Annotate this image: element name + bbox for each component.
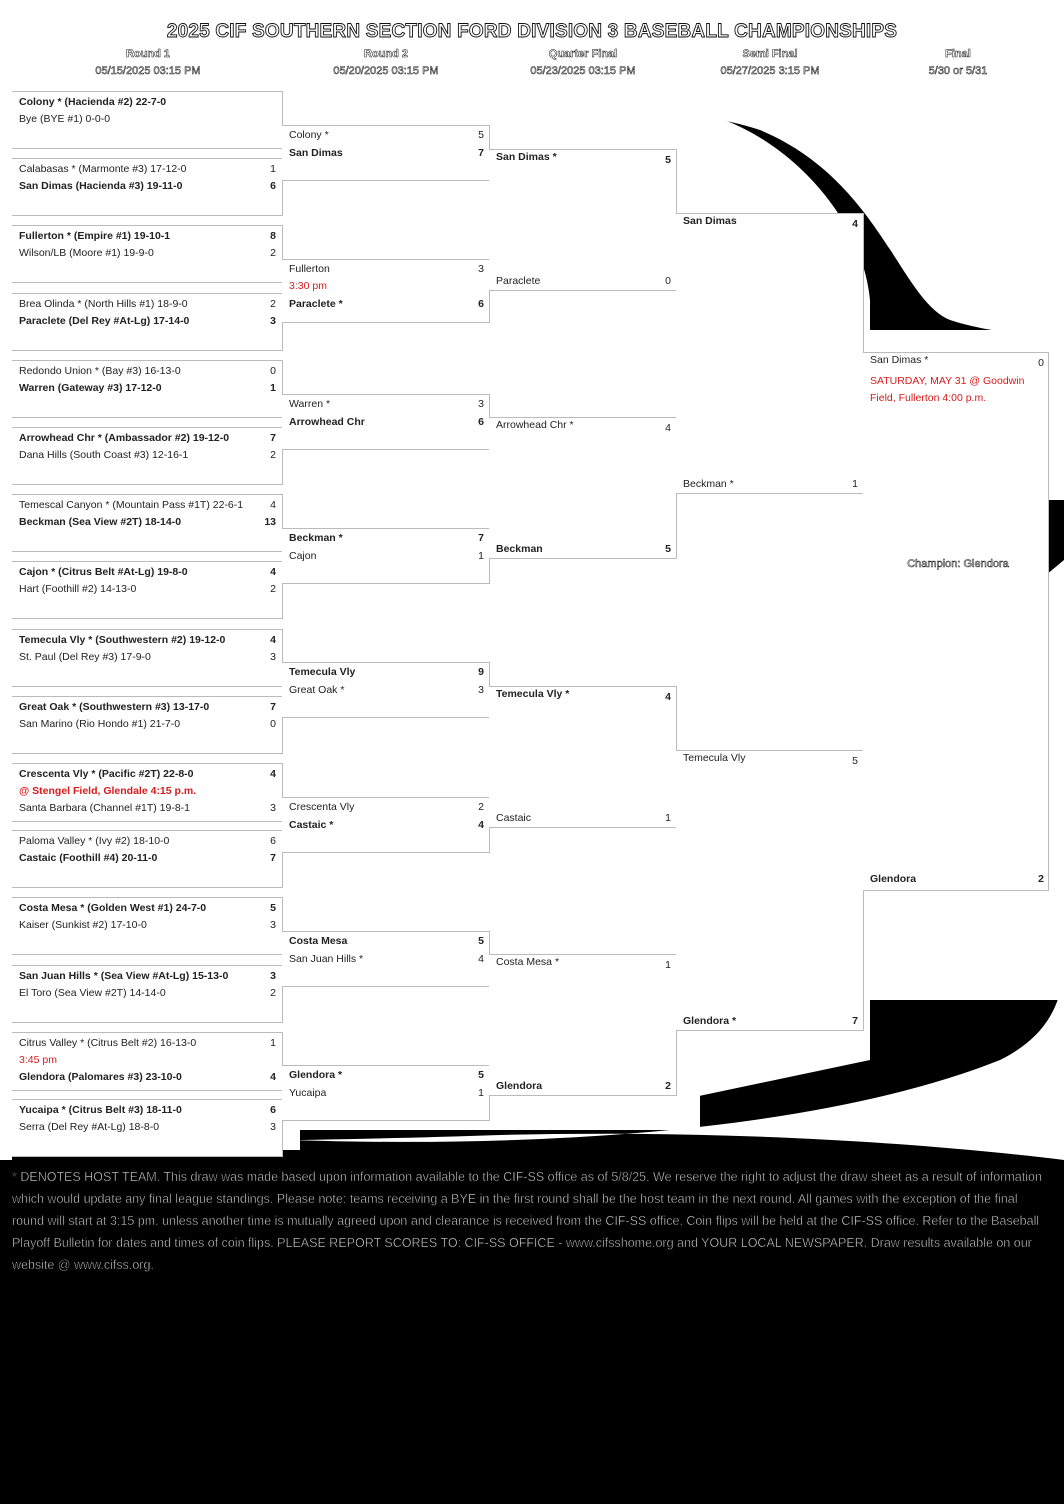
team-score: 4 (478, 952, 484, 965)
team-name: Wilson/LB (Moore #1) 19-9-0 (19, 247, 154, 260)
team-score: 0 (270, 717, 276, 730)
quarter-final-game (489, 417, 677, 559)
team-name: Bye (BYE #1) 0-0-0 (19, 113, 111, 125)
team-name: Fullerton (289, 263, 330, 276)
team-name: San Juan Hills * (289, 952, 364, 965)
team-score: 3 (478, 684, 484, 697)
team-name: San Marino (Rio Hondo #1) 21-7-0 (19, 717, 181, 730)
team-name: Colony * (289, 129, 329, 141)
team-name: Warren * (289, 397, 331, 410)
team-score: 4 (852, 218, 858, 230)
team-score: 0 (1038, 357, 1044, 369)
team-score: 1 (665, 959, 671, 971)
team-score: 5 (478, 934, 484, 947)
champion-label: Champion: Glendora (907, 558, 1009, 570)
round-name: Round 1 (126, 48, 170, 60)
round-header-2 (306, 46, 466, 80)
round-date: 05/15/2025 03:15 PM (95, 65, 201, 77)
team-name: Paraclete (496, 275, 541, 287)
team-name: Great Oak * (Southwestern #3) 13-17-0 (19, 700, 210, 713)
semi-final-game (676, 213, 864, 494)
team-score: 2 (1038, 873, 1044, 885)
final-note: Field, Fullerton 4:00 p.m. (870, 392, 987, 404)
team-score: 7 (478, 147, 484, 159)
team-name: Temecula Vly (683, 752, 746, 764)
team-score: 1 (478, 1087, 484, 1100)
team-name: Brea Olinda * (North Hills #1) 18-9-0 (19, 297, 188, 310)
team-name: Arrowhead Chr * (496, 419, 574, 431)
team-score: 3 (270, 314, 276, 327)
team-name: Beckman (Sea View #2T) 18-14-0 (19, 516, 182, 529)
team-score: 4 (665, 691, 671, 703)
team-name: San Dimas * (496, 151, 557, 163)
team-name: Glendora * (683, 1015, 737, 1027)
team-name: Paraclete * (289, 298, 343, 311)
footer-note: * DENOTES HOST TEAM. This draw was made based upon information available to the CIF-SS office as of 5/8/25. We reserve the right to adjust the draw sheet as a result of information which would update any final league standings. Please note: teams receiving a BYE in the first round shall be the host team in the next round. All games with the exception of the final round will start at 3:15 pm. unless another time is mutually agreed upon and clearance is received from the CIF-SS office. Coin flips will be held at the CIF-SS office. Refer to the Baseball Playoff Bulletin for dates and times of coin flips. PLEASE REPORT SCORES TO: CIF-SS OFFICE - www.cifsshome.org and YOUR LOCAL NEWSPAPER. Draw results available on our website @ www.cifss.org. (12, 1170, 1042, 1272)
team-name: Serra (Del Rey #At-Lg) 18-8-0 (19, 1121, 160, 1133)
team-name: Santa Barbara (Channel #1T) 19-8-1 (19, 802, 191, 814)
team-score: 3 (270, 919, 276, 932)
team-score: 8 (270, 230, 276, 243)
team-name: Warren (Gateway #3) 17-12-0 (19, 381, 162, 394)
game-note: @ Stengel Field, Glendale 4:15 p.m. (19, 785, 197, 797)
team-name: Castaic * (289, 818, 334, 831)
team-score: 1 (270, 1036, 276, 1049)
team-score: 9 (478, 666, 484, 679)
round-date: 05/23/2025 03:15 PM (530, 65, 636, 77)
team-score: 1 (270, 163, 276, 176)
team-name: San Dimas (683, 215, 737, 227)
team-score: 3 (270, 969, 276, 982)
round-name: Round 2 (364, 48, 408, 60)
team-name: Dana Hills (South Coast #3) 12-16-1 (19, 449, 189, 461)
team-score: 7 (852, 1015, 858, 1027)
quarter-final-game (489, 149, 677, 291)
team-name: Paraclete (Del Rey #At-Lg) 17-14-0 (19, 314, 190, 327)
team-name: Temecula Vly * (Southwestern #2) 19-12-0 (19, 633, 226, 646)
team-name: St. Paul (Del Rey #3) 17-9-0 (19, 650, 151, 663)
team-name: Crescenta Vly (289, 800, 355, 813)
team-name: Hart (Foothill #2) 14-13-0 (19, 583, 137, 596)
round-header-4 (690, 46, 850, 80)
team-name: Great Oak * (289, 684, 345, 697)
team-score: 3 (478, 263, 484, 276)
round-date: 5/30 or 5/31 (928, 65, 988, 77)
team-score: 2 (270, 247, 276, 260)
round-date: 05/20/2025 03:15 PM (333, 65, 439, 77)
team-score: 2 (270, 583, 276, 596)
team-name: San Juan Hills * (Sea View #At-Lg) 15-13-0 (19, 969, 229, 982)
round-date: 05/27/2025 3:15 PM (720, 65, 820, 77)
quarter-final-game (489, 954, 677, 1096)
team-name: Colony * (Hacienda #2) 22-7-0 (19, 96, 167, 108)
team-name: Yucaipa * (Citrus Belt #3) 18-11-0 (19, 1104, 182, 1116)
team-name: Glendora (Palomares #3) 23-10-0 (19, 1070, 182, 1083)
team-score: 3 (478, 397, 484, 410)
team-score: 1 (665, 812, 671, 824)
team-score: 7 (270, 852, 276, 865)
team-name: Calabasas * (Marmonte #3) 17-12-0 (19, 163, 187, 176)
team-name: Kaiser (Sunkist #2) 17-10-0 (19, 919, 147, 932)
team-name: San Dimas (289, 147, 343, 159)
team-name: Paloma Valley * (Ivy #2) 18-10-0 (19, 835, 170, 848)
team-score: 6 (478, 298, 484, 311)
team-name: San Dimas * (870, 354, 929, 366)
team-name: San Dimas (Hacienda #3) 19-11-0 (19, 180, 183, 193)
team-score: 5 (270, 902, 276, 915)
team-score: 4 (478, 818, 484, 831)
round-header-1 (68, 46, 228, 80)
game-note: 3:30 pm (289, 280, 327, 293)
team-score: 4 (665, 422, 671, 434)
team-score: 5 (478, 129, 484, 141)
team-name: Arrowhead Chr (289, 415, 365, 428)
team-name: Fullerton * (Empire #1) 19-10-1 (19, 230, 171, 243)
team-score: 4 (270, 633, 276, 646)
team-name: Glendora (870, 873, 917, 885)
team-score: 2 (665, 1080, 671, 1092)
game-note: 3:45 pm (19, 1053, 57, 1066)
round-name: Semi Final (742, 48, 798, 60)
team-score: 2 (270, 297, 276, 310)
team-score: 5 (665, 154, 671, 166)
semi-final-game (676, 750, 864, 1031)
team-name: Glendora (496, 1080, 543, 1092)
team-name: Redondo Union * (Bay #3) 16-13-0 (19, 364, 181, 377)
team-name: El Toro (Sea View #2T) 14-14-0 (19, 986, 166, 999)
team-score: 5 (478, 1069, 484, 1082)
team-score: 6 (478, 415, 484, 428)
team-score: 0 (665, 275, 671, 287)
round-name: Final (945, 48, 971, 60)
round-header-3 (503, 46, 663, 80)
team-name: Beckman * (683, 478, 734, 490)
team-score: 7 (270, 432, 276, 444)
team-name: Arrowhead Chr * (Ambassador #2) 19-12-0 (19, 432, 230, 444)
team-score: 1 (270, 381, 276, 394)
team-score: 6 (270, 835, 276, 848)
page-title: 2025 CIF SOUTHERN SECTION FORD DIVISION 3 BASEBALL CHAMPIONSHIPS (166, 21, 898, 42)
team-name: Temescal Canyon * (Mountain Pass #1T) 22-6-1 (19, 499, 244, 512)
team-score: 3 (270, 802, 276, 814)
team-score: 6 (270, 1104, 276, 1116)
team-name: Glendora * (289, 1069, 343, 1082)
team-score: 0 (270, 364, 276, 377)
team-name: Cajon * (Citrus Belt #At-Lg) 19-8-0 (19, 566, 188, 579)
team-score: 6 (270, 180, 276, 193)
team-name: Costa Mesa (289, 934, 348, 947)
team-score: 3 (270, 650, 276, 663)
team-name: Costa Mesa * (Golden West #1) 24-7-0 (19, 902, 207, 915)
team-score: 13 (264, 516, 276, 529)
team-name: Castaic (Foothill #4) 20-11-0 (19, 852, 158, 865)
team-score: 7 (270, 700, 276, 713)
team-name: Beckman * (289, 531, 343, 544)
team-name: Costa Mesa * (496, 956, 560, 968)
team-score: 4 (270, 566, 276, 579)
team-score: 2 (270, 449, 276, 461)
team-score: 7 (478, 531, 484, 544)
team-score: 3 (270, 1121, 276, 1133)
team-name: Temecula Vly (289, 666, 356, 679)
team-name: Beckman (496, 543, 543, 555)
team-score: 5 (665, 543, 671, 555)
round-name: Quarter Final (548, 48, 618, 60)
team-score: 5 (852, 755, 858, 767)
team-score: 2 (270, 986, 276, 999)
team-name: Citrus Valley * (Citrus Belt #2) 16-13-0 (19, 1036, 197, 1049)
final-note: SATURDAY, MAY 31 @ Goodwin (870, 375, 1025, 387)
team-score: 1 (478, 549, 484, 562)
team-score: 4 (270, 1070, 276, 1083)
team-score: 1 (852, 478, 858, 490)
team-name: Temecula Vly * (496, 688, 570, 700)
final-game (863, 352, 1049, 891)
team-name: Yucaipa (289, 1087, 327, 1100)
team-score: 4 (270, 768, 276, 780)
quarter-final-game (489, 686, 677, 828)
team-name: Castaic (496, 812, 532, 824)
team-name: Crescenta Vly * (Pacific #2T) 22-8-0 (19, 768, 194, 780)
team-name: Cajon (289, 549, 317, 562)
team-score: 2 (478, 800, 484, 813)
round-header-5 (878, 46, 1038, 80)
team-score: 4 (270, 499, 276, 512)
